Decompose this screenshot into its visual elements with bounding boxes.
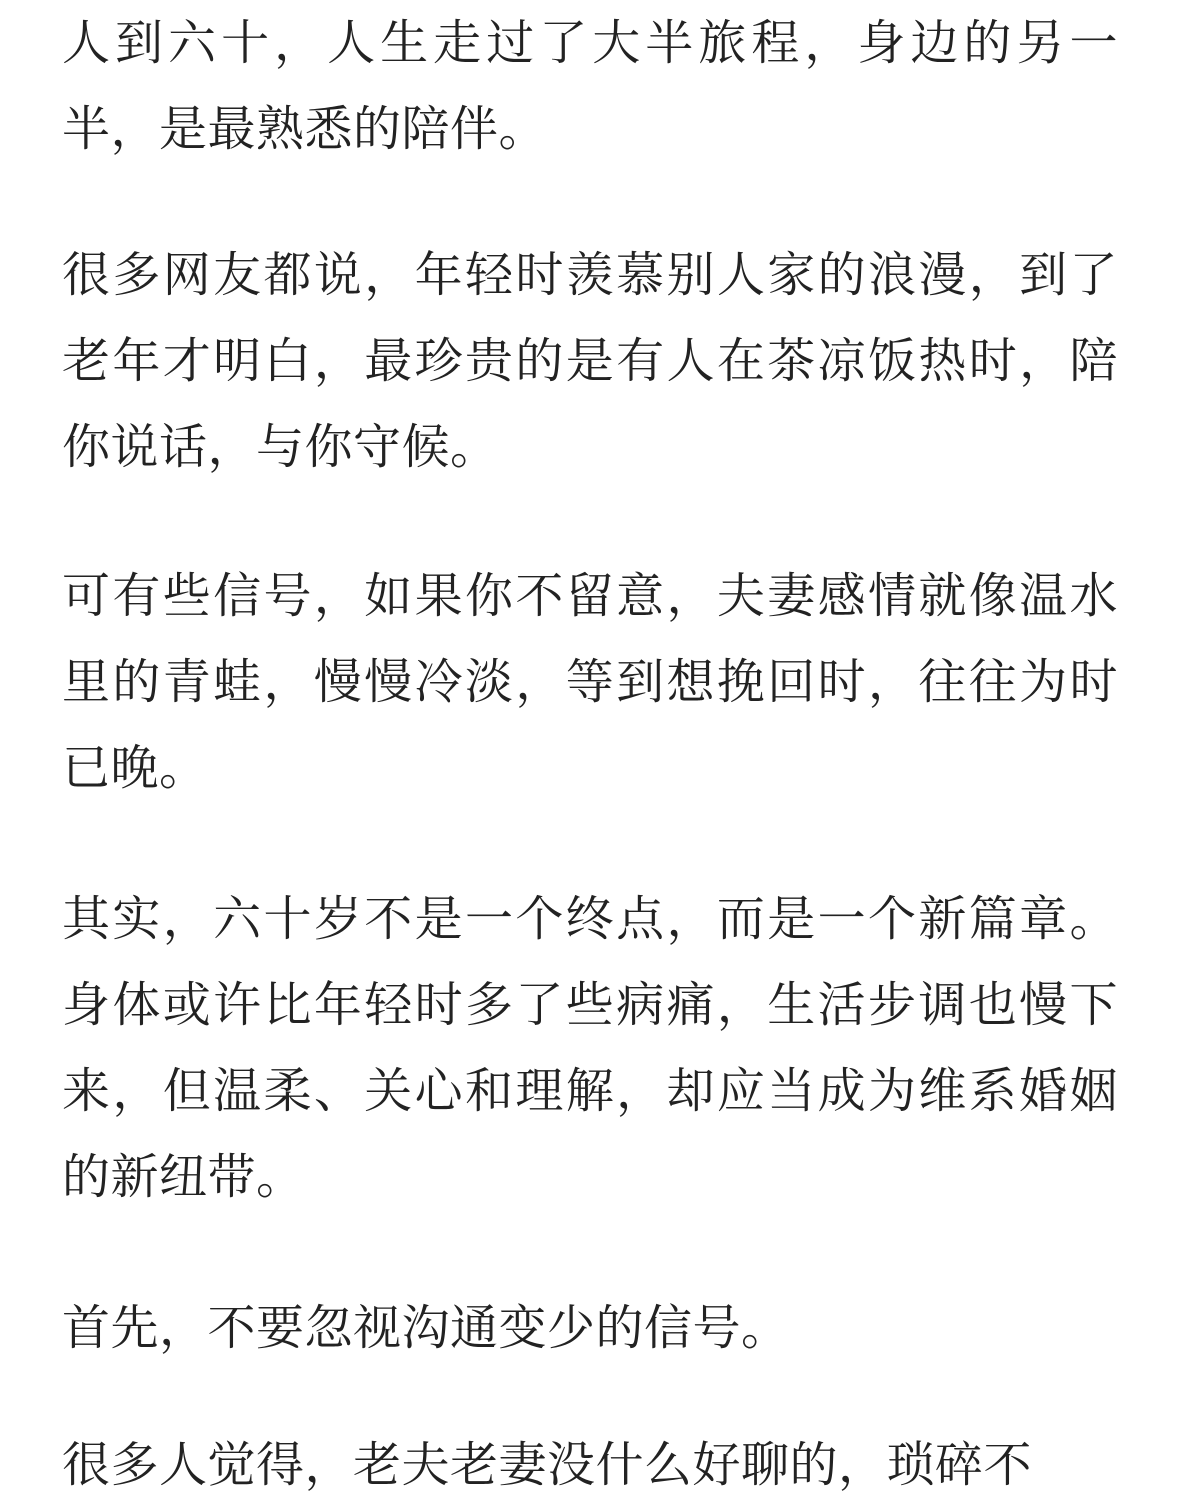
article-paragraph: 可有些信号，如果你不留意，夫妻感情就像温水里的青蛙，慢慢冷淡，等到想挽回时，往往为时已晚。 [62, 568, 1118, 796]
article-paragraph-partial: 很多人觉得，老夫老妻没什么好聊的，琐碎不 [62, 1437, 1033, 1493]
article-paragraph: 很多网友都说，年轻时羡慕别人家的浪漫，到了老年才明白，最珍贵的是有人在茶凉饭热时，陪你说话，与你守候。 [62, 247, 1118, 475]
article-paragraph: 人到六十，人生走过了大半旅程，身边的另一半，是最熟悉的陪伴。 [62, 15, 1118, 157]
article-paragraph: 其实，六十岁不是一个终点，而是一个新篇章。身体或许比年轻时多了些病痛，生活步调也慢下来，但温柔、关心和理解，却应当成为维系婚姻的新纽带。 [62, 891, 1118, 1205]
article-paragraph: 首先，不要忽视沟通变少的信号。 [62, 1300, 790, 1356]
